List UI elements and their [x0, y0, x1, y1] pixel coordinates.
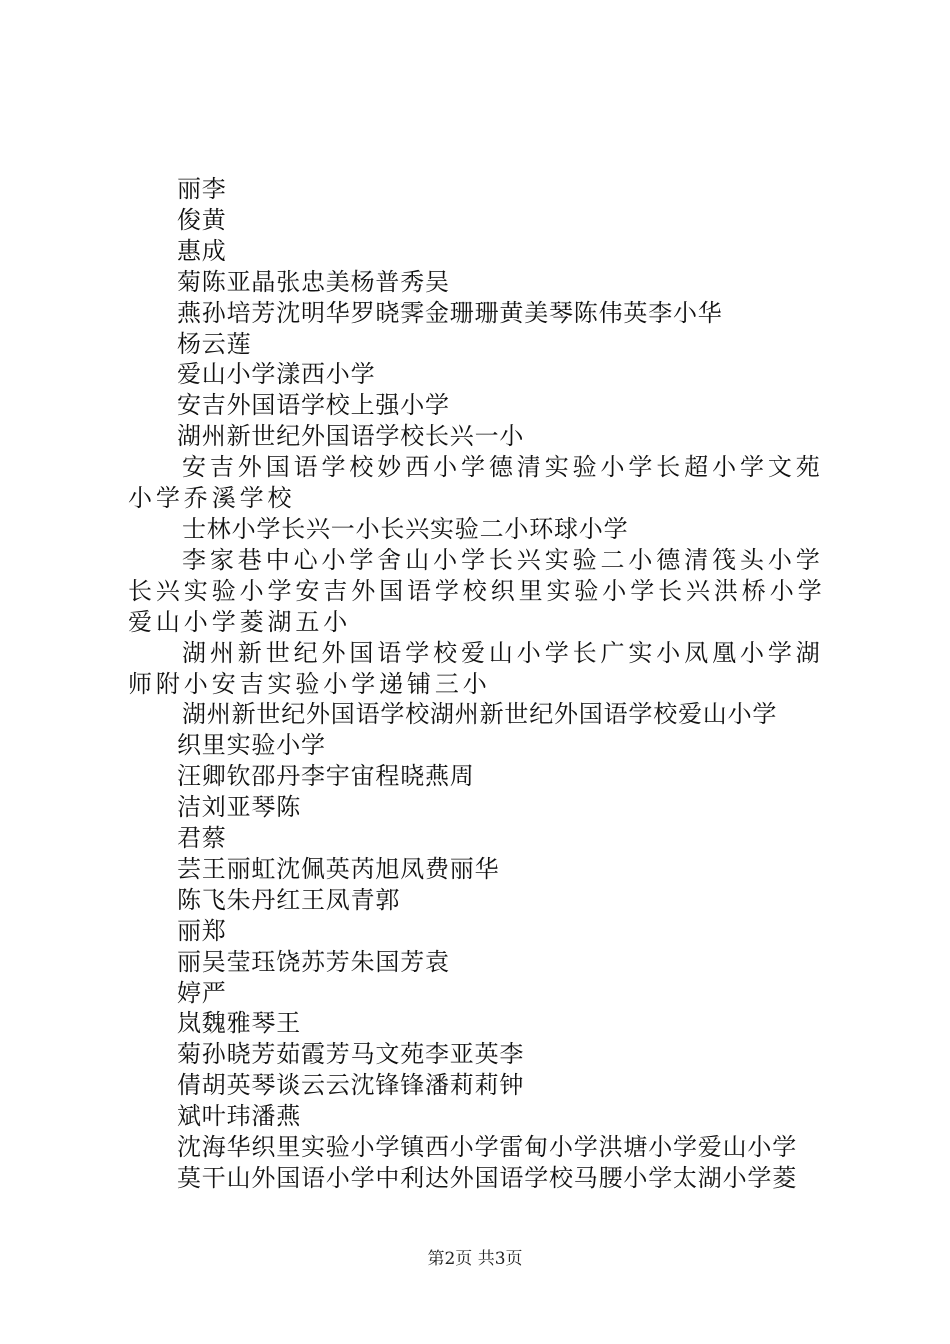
text-line: 杨云莲	[177, 329, 252, 358]
text-line: 菊陈亚晶张忠美杨普秀吴	[177, 267, 450, 296]
text-line: 婷严	[177, 978, 227, 1007]
paragraph: 李家巷中心小学舍山小学长兴实验二小德清筏头小学长兴实验小学安吉外国语学校织里实验小学长兴洪桥小学爱山小学菱湖五小	[128, 545, 826, 636]
paragraph: 安吉外国语学校妙西小学德清实验小学长超小学文苑小学乔溪学校	[128, 453, 824, 513]
text-line: 芸王丽虹沈佩英芮旭凤费丽华	[177, 854, 500, 883]
text-line: 汪卿钦邵丹李宇宙程晓燕周	[177, 762, 475, 791]
text-line: 丽吴莹珏饶苏芳朱国芳袁	[177, 947, 450, 976]
text-line: 湖州新世纪外国语学校湖州新世纪外国语学校爱山小学	[182, 700, 778, 729]
text-line: 菊孙晓芳茹霞芳马文苑李亚英李	[177, 1040, 525, 1069]
document-body	[128, 174, 840, 1194]
text-line: 丽李	[177, 175, 227, 203]
text-line: 沈海华织里实验小学镇西小学雷甸小学洪塘小学爱山小学	[177, 1133, 797, 1162]
paragraph: 湖州新世纪外国语学校爱山小学长广实小凤凰小学湖师附小安吉实验小学递铺三小	[128, 638, 824, 698]
text-line: 俊黄	[177, 205, 227, 234]
text-line: 斌叶玮潘燕	[177, 1102, 301, 1131]
text-line: 燕孙培芳沈明华罗晓霁金珊珊黄美琴陈伟英李小华	[177, 298, 723, 327]
text-line: 士林小学长兴一小长兴实验二小环球小学	[182, 514, 629, 543]
text-line: 安吉外国语学校上强小学	[177, 391, 450, 420]
text-line: 岚魏雅琴王	[177, 1009, 301, 1038]
text-line: 陈飞朱丹红王凤青郭	[177, 885, 401, 914]
text-line: 湖州新世纪外国语学校长兴一小	[177, 422, 525, 451]
text-line: 莫干山外国语小学中利达外国语学校马腰小学太湖小学菱	[177, 1164, 797, 1192]
page-footer: 第2页 共3页	[427, 1249, 523, 1269]
text-line: 织里实验小学	[177, 731, 326, 760]
text-line: 惠成	[177, 236, 227, 265]
text-line: 丽郑	[177, 916, 227, 945]
text-line: 爱山小学漾西小学	[177, 360, 376, 389]
text-line: 君蔡	[177, 824, 227, 853]
text-line: 洁刘亚琴陈	[177, 793, 301, 822]
text-line: 倩胡英琴谈云云沈锋锋潘莉莉钟	[177, 1071, 525, 1100]
